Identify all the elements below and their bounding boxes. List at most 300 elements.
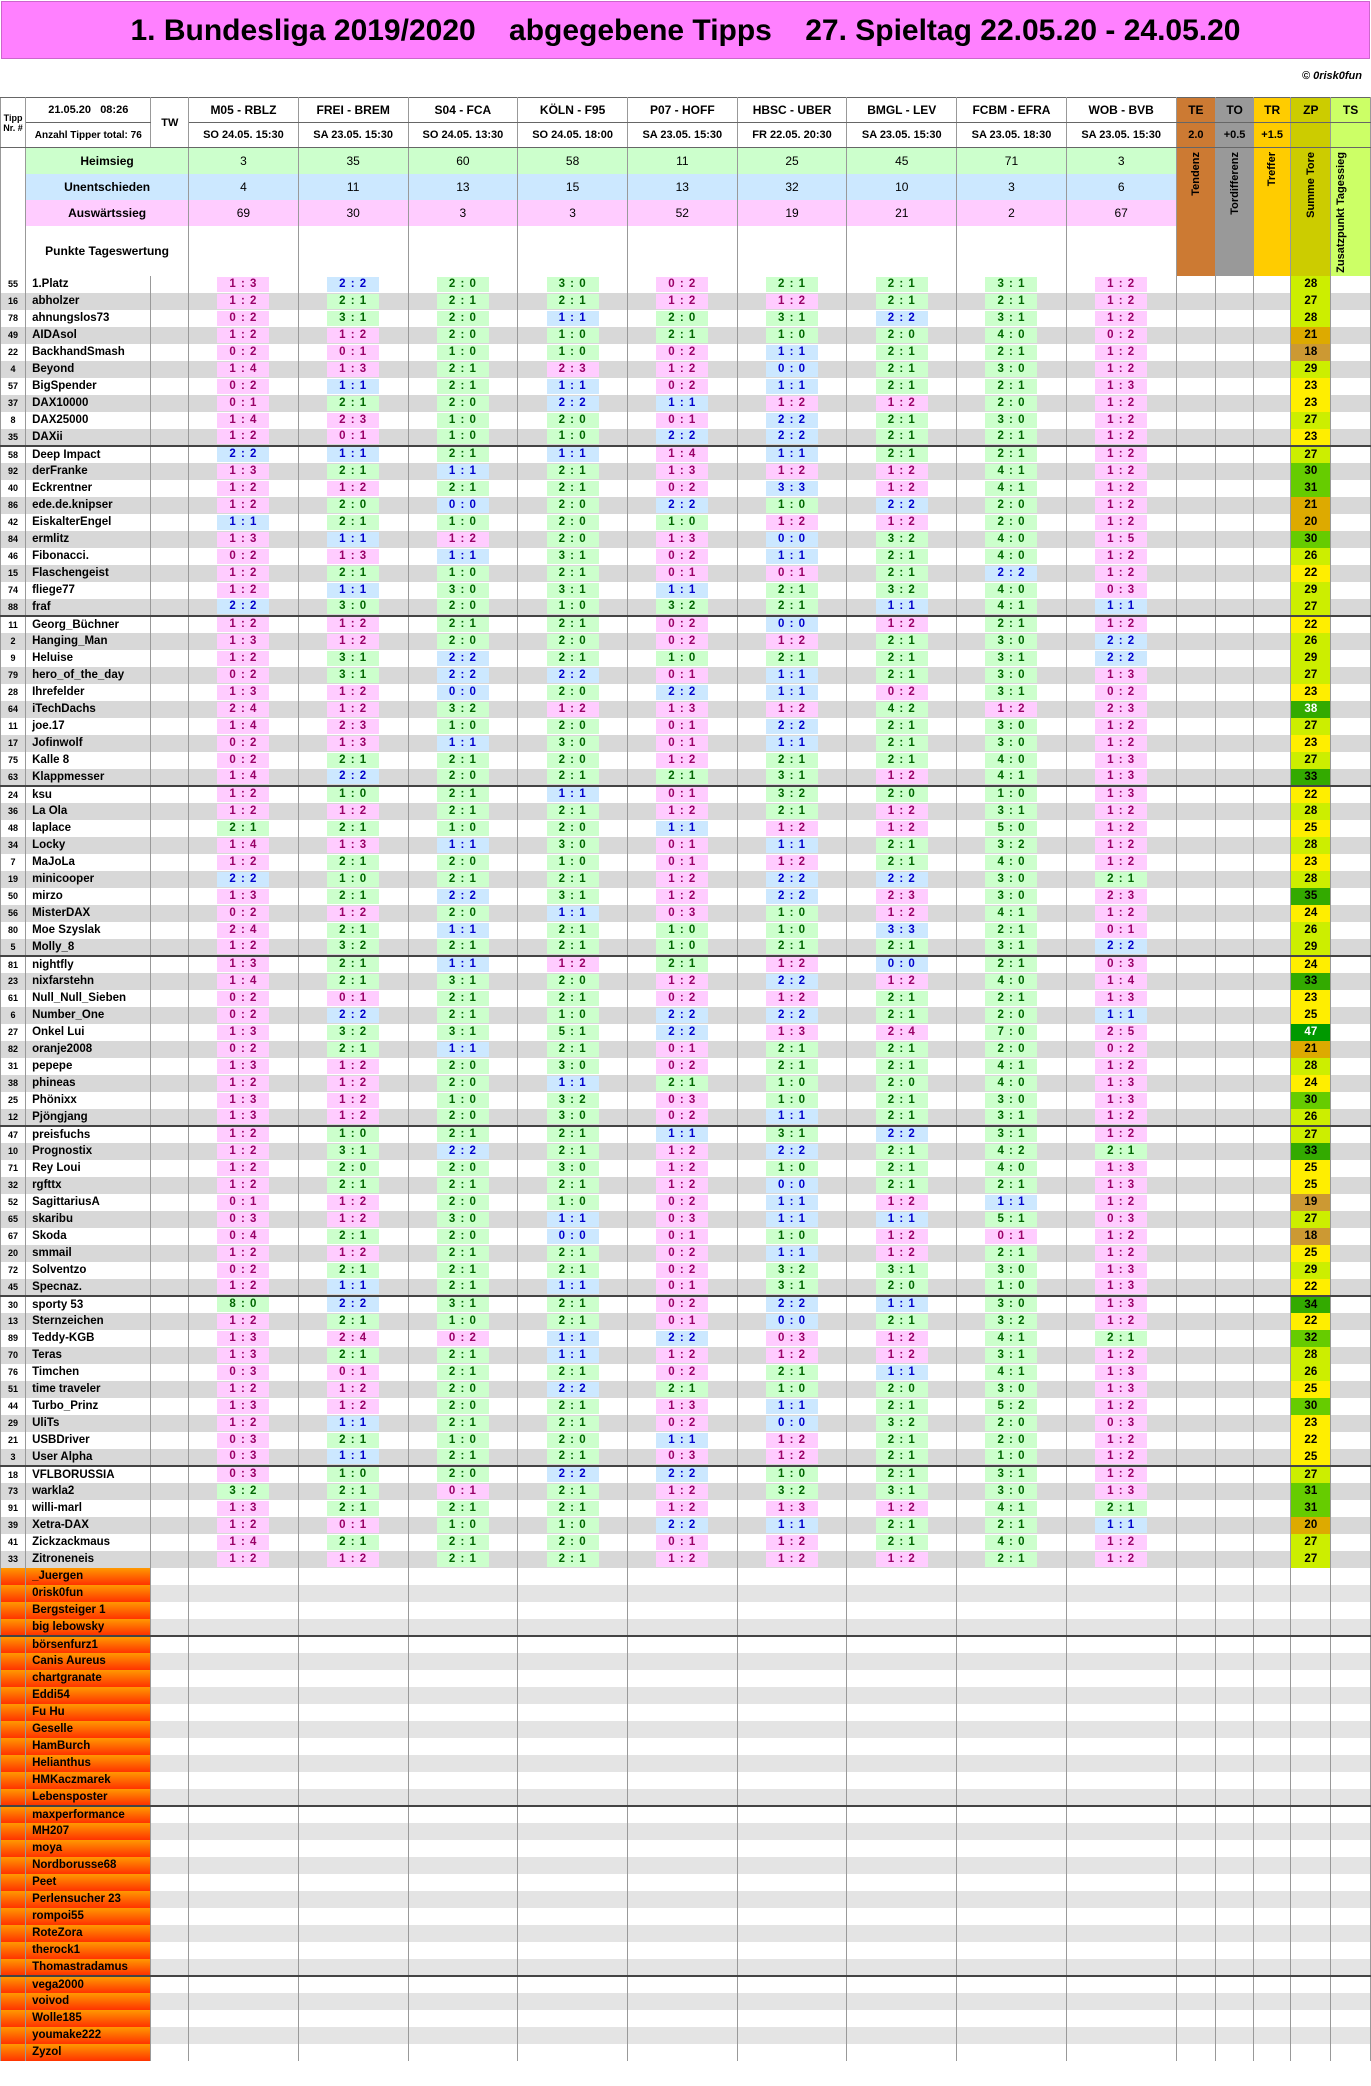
tipp-value: 1 : 0 bbox=[766, 1382, 818, 1397]
score-cell bbox=[1176, 1296, 1216, 1313]
tipp-cell bbox=[1066, 922, 1176, 939]
tipp-value: 1 : 0 bbox=[985, 787, 1037, 802]
tipp-value: 0 : 2 bbox=[217, 906, 269, 921]
empty-cell bbox=[408, 1993, 518, 2010]
score-cell bbox=[1176, 1245, 1216, 1262]
tipp-value: 0 : 1 bbox=[656, 787, 708, 802]
tipp-value: 1 : 2 bbox=[766, 634, 818, 649]
stat-value: 45 bbox=[847, 148, 957, 174]
tipp-value: 1 : 3 bbox=[656, 532, 708, 547]
empty-cell bbox=[1331, 1857, 1371, 1874]
tipp-cell bbox=[189, 1194, 299, 1211]
tipp-cell bbox=[408, 1058, 518, 1075]
tipp-cell bbox=[737, 956, 847, 973]
tipper-name: Nordborusse68 bbox=[26, 1857, 151, 1874]
score-cell bbox=[1216, 1024, 1254, 1041]
tipp-cell bbox=[1066, 1398, 1176, 1415]
missing-row bbox=[1, 1704, 1371, 1721]
empty-cell bbox=[737, 1823, 847, 1840]
tipp-value: 2 : 1 bbox=[547, 617, 599, 632]
tipp-value: 0 : 1 bbox=[327, 429, 379, 444]
tipp-cell bbox=[189, 446, 299, 463]
score-cell bbox=[1216, 786, 1254, 803]
tipp-value: 4 : 0 bbox=[985, 328, 1037, 343]
empty-cell bbox=[1253, 1687, 1291, 1704]
tipp-value: 2 : 1 bbox=[437, 1348, 489, 1363]
tipper-name: voivod bbox=[26, 1993, 151, 2010]
tipp-value: 4 : 0 bbox=[985, 974, 1037, 989]
tipp-nr bbox=[1, 1925, 26, 1942]
tipp-cell bbox=[298, 361, 408, 378]
score-cell bbox=[1216, 650, 1254, 667]
punkte-cell bbox=[189, 226, 299, 276]
tipp-cell bbox=[1066, 429, 1176, 446]
missing-row bbox=[1, 1585, 1371, 1602]
tipp-cell bbox=[189, 939, 299, 956]
empty-cell bbox=[1291, 1840, 1331, 1857]
tipp-value: 1 : 2 bbox=[327, 1076, 379, 1091]
tw-cell bbox=[151, 854, 189, 871]
tipp-cell bbox=[1066, 480, 1176, 497]
tw-cell bbox=[151, 310, 189, 327]
tipp-value: 2 : 1 bbox=[327, 1263, 379, 1278]
stat-value: 71 bbox=[957, 148, 1067, 174]
empty-cell bbox=[1291, 1738, 1331, 1755]
tipp-cell bbox=[408, 463, 518, 480]
score-cell bbox=[1216, 1517, 1254, 1534]
tipp-value: 1 : 2 bbox=[327, 1195, 379, 1210]
tipp-value: 2 : 2 bbox=[327, 277, 379, 292]
table-row bbox=[1, 939, 1371, 956]
tipp-value: 0 : 2 bbox=[1095, 685, 1147, 700]
tipp-cell bbox=[847, 1398, 957, 1415]
empty-cell bbox=[1291, 1585, 1331, 1602]
score-cell bbox=[1253, 922, 1291, 939]
tipp-value: 1 : 1 bbox=[547, 906, 599, 921]
tipp-value: 1 : 2 bbox=[1095, 345, 1147, 360]
empty-cell bbox=[408, 1619, 518, 1636]
tipper-name: vega2000 bbox=[26, 1976, 151, 1993]
stat-value: 19 bbox=[737, 200, 847, 226]
tw-cell bbox=[151, 888, 189, 905]
tipp-value: 3 : 1 bbox=[547, 889, 599, 904]
score-cell bbox=[1253, 1075, 1291, 1092]
zp-points: 24 bbox=[1291, 956, 1331, 973]
ts-cell bbox=[1331, 803, 1371, 820]
empty-cell bbox=[1176, 1942, 1216, 1959]
score-cell bbox=[1216, 1381, 1254, 1398]
tipp-cell bbox=[298, 1279, 408, 1296]
tipp-cell bbox=[408, 1534, 518, 1551]
tipp-value: 2 : 1 bbox=[327, 957, 379, 972]
empty-cell bbox=[1176, 1619, 1216, 1636]
table-row bbox=[1, 514, 1371, 531]
score-cell bbox=[1176, 548, 1216, 565]
tipp-value: 2 : 0 bbox=[437, 311, 489, 326]
tipp-value: 1 : 2 bbox=[1095, 277, 1147, 292]
empty-cell bbox=[408, 1976, 518, 1993]
ts-cell bbox=[1331, 276, 1371, 293]
table-row bbox=[1, 1177, 1371, 1194]
tipp-value: 2 : 0 bbox=[876, 328, 928, 343]
tipp-nr: 3 bbox=[1, 1449, 26, 1466]
tipp-cell bbox=[1066, 1041, 1176, 1058]
tipp-value: 2 : 1 bbox=[876, 939, 928, 954]
empty-cell bbox=[518, 1772, 628, 1789]
empty-cell bbox=[1331, 1874, 1371, 1891]
tipp-value: 1 : 2 bbox=[327, 804, 379, 819]
tipp-value: 1 : 2 bbox=[1095, 838, 1147, 853]
punkte-cell bbox=[627, 226, 737, 276]
tipp-nr: 27 bbox=[1, 1024, 26, 1041]
tipp-value: 0 : 0 bbox=[766, 532, 818, 547]
tipp-cell bbox=[627, 1143, 737, 1160]
score-cell bbox=[1253, 752, 1291, 769]
tipp-value: 0 : 0 bbox=[437, 685, 489, 700]
tipp-value: 4 : 1 bbox=[985, 906, 1037, 921]
tipper-name: Molly_8 bbox=[26, 939, 151, 956]
empty-cell bbox=[518, 1806, 628, 1823]
tipp-nr bbox=[1, 1840, 26, 1857]
tw-cell bbox=[151, 395, 189, 412]
tipp-cell bbox=[957, 735, 1067, 752]
tipp-cell bbox=[189, 1041, 299, 1058]
tipp-cell bbox=[1066, 1551, 1176, 1568]
empty-cell bbox=[1176, 1874, 1216, 1891]
tipp-cell bbox=[1066, 497, 1176, 514]
tipp-value: 1 : 0 bbox=[766, 906, 818, 921]
tipp-cell bbox=[847, 1109, 957, 1126]
tipp-cell bbox=[1066, 412, 1176, 429]
tipp-cell bbox=[847, 1517, 957, 1534]
tipp-value: 1 : 2 bbox=[876, 1246, 928, 1261]
score-cell bbox=[1216, 395, 1254, 412]
tipp-value: 1 : 3 bbox=[217, 1331, 269, 1346]
tipp-value: 1 : 2 bbox=[1095, 447, 1147, 462]
tipp-cell bbox=[189, 1534, 299, 1551]
empty-cell bbox=[151, 2027, 189, 2044]
tipp-cell bbox=[627, 378, 737, 395]
tipp-cell bbox=[189, 1109, 299, 1126]
empty-cell bbox=[847, 1789, 957, 1806]
tipp-value: 2 : 2 bbox=[985, 566, 1037, 581]
zp-points: 26 bbox=[1291, 922, 1331, 939]
empty-cell bbox=[518, 1568, 628, 1585]
tipp-cell bbox=[957, 1483, 1067, 1500]
ts-cell bbox=[1331, 1364, 1371, 1381]
empty-cell bbox=[189, 2027, 299, 2044]
tipp-cell bbox=[518, 701, 628, 718]
table-row bbox=[1, 854, 1371, 871]
tipp-value: 1 : 2 bbox=[217, 855, 269, 870]
empty-cell bbox=[1331, 1942, 1371, 1959]
tipp-value: 0 : 2 bbox=[437, 1331, 489, 1346]
tipper-name: time traveler bbox=[26, 1381, 151, 1398]
tipp-value: 1 : 2 bbox=[1095, 1229, 1147, 1244]
tipp-cell bbox=[847, 395, 957, 412]
tipp-cell bbox=[518, 769, 628, 786]
empty-cell bbox=[957, 1959, 1067, 1976]
tipper-name: big lebowsky bbox=[26, 1619, 151, 1636]
ts-cell bbox=[1331, 1449, 1371, 1466]
punkte-cell bbox=[847, 226, 957, 276]
tipp-cell bbox=[847, 1126, 957, 1143]
zp-value bbox=[1291, 123, 1331, 148]
tipp-cell bbox=[298, 905, 408, 922]
tipp-value: 1 : 2 bbox=[217, 1076, 269, 1091]
empty-cell bbox=[1331, 1823, 1371, 1840]
table-row bbox=[1, 735, 1371, 752]
tipp-value: 1 : 2 bbox=[217, 1144, 269, 1159]
tipp-cell bbox=[408, 412, 518, 429]
tipp-cell bbox=[957, 1313, 1067, 1330]
score-cell bbox=[1176, 939, 1216, 956]
tipp-value: 2 : 2 bbox=[1095, 939, 1147, 954]
tipp-cell bbox=[847, 803, 957, 820]
tipp-cell bbox=[518, 1347, 628, 1364]
stats-label-heim: Heimsieg bbox=[26, 148, 189, 174]
tipper-name: Solventzo bbox=[26, 1262, 151, 1279]
tipp-value: 3 : 1 bbox=[985, 685, 1037, 700]
tipp-cell bbox=[518, 1398, 628, 1415]
empty-cell bbox=[1216, 1789, 1254, 1806]
tipp-nr: 38 bbox=[1, 1075, 26, 1092]
tipp-value: 0 : 3 bbox=[656, 1093, 708, 1108]
tipp-value: 1 : 2 bbox=[656, 1161, 708, 1176]
empty-cell bbox=[737, 1993, 847, 2010]
tipp-value: 1 : 1 bbox=[547, 311, 599, 326]
tipper-name: Georg_Büchner bbox=[26, 616, 151, 633]
score-cell bbox=[1176, 1381, 1216, 1398]
tipp-value: 2 : 0 bbox=[437, 396, 489, 411]
tipp-value: 3 : 0 bbox=[985, 362, 1037, 377]
zp-points: 30 bbox=[1291, 463, 1331, 480]
tipp-value: 2 : 1 bbox=[985, 923, 1037, 938]
tipp-cell bbox=[847, 378, 957, 395]
ts-cell bbox=[1331, 1432, 1371, 1449]
tipp-nr: 82 bbox=[1, 1041, 26, 1058]
match-header: BMGL - LEV bbox=[847, 98, 957, 123]
empty-cell bbox=[1291, 1857, 1331, 1874]
tipp-cell bbox=[627, 361, 737, 378]
tipp-nr bbox=[1, 1993, 26, 2010]
empty-cell bbox=[1253, 1840, 1291, 1857]
empty-cell bbox=[1291, 1636, 1331, 1653]
tipp-value: 3 : 0 bbox=[327, 599, 379, 614]
tipp-cell bbox=[298, 1075, 408, 1092]
tipp-value: 1 : 1 bbox=[656, 821, 708, 836]
tipp-cell bbox=[189, 718, 299, 735]
tipp-cell bbox=[847, 276, 957, 293]
tipp-value: 1 : 2 bbox=[547, 702, 599, 717]
table-row bbox=[1, 1517, 1371, 1534]
tipp-value: 1 : 0 bbox=[327, 787, 379, 802]
ts-cell bbox=[1331, 514, 1371, 531]
empty-cell bbox=[957, 1585, 1067, 1602]
stats-label-ausw: Auswärtssieg bbox=[26, 200, 189, 226]
tipp-value: 1 : 2 bbox=[1095, 464, 1147, 479]
tipp-value: 1 : 2 bbox=[656, 1552, 708, 1567]
tipp-value: 1 : 2 bbox=[217, 1279, 269, 1294]
tipp-nr: 72 bbox=[1, 1262, 26, 1279]
tipp-cell bbox=[1066, 888, 1176, 905]
ts-cell bbox=[1331, 446, 1371, 463]
tipp-value: 2 : 1 bbox=[876, 413, 928, 428]
tipp-cell bbox=[957, 1279, 1067, 1296]
tipp-nr: 89 bbox=[1, 1330, 26, 1347]
empty-cell bbox=[151, 1755, 189, 1772]
score-cell bbox=[1253, 633, 1291, 650]
tipp-cell bbox=[298, 769, 408, 786]
page-title: 1. Bundesliga 2019/2020 abgegebene Tipps 27. Spieltag 22.05.20 - 24.05.20 bbox=[1, 1, 1370, 59]
score-cell bbox=[1253, 803, 1291, 820]
tipp-value: 1 : 2 bbox=[1095, 294, 1147, 309]
tipp-cell bbox=[737, 1262, 847, 1279]
tipp-value: 0 : 2 bbox=[1095, 328, 1147, 343]
anzahl-label: Anzahl Tipper total: 76 bbox=[26, 123, 151, 148]
tipp-cell bbox=[408, 871, 518, 888]
empty-cell bbox=[518, 1670, 628, 1687]
empty-cell bbox=[189, 1721, 299, 1738]
tipp-cell bbox=[1066, 1007, 1176, 1024]
empty-cell bbox=[1216, 2010, 1254, 2027]
tw-cell bbox=[151, 582, 189, 599]
empty-cell bbox=[151, 1942, 189, 1959]
zp-points: 27 bbox=[1291, 1534, 1331, 1551]
tipp-cell bbox=[298, 1347, 408, 1364]
tipp-cell bbox=[1066, 1347, 1176, 1364]
empty-cell bbox=[847, 1602, 957, 1619]
tipp-cell bbox=[627, 871, 737, 888]
tipp-cell bbox=[627, 276, 737, 293]
tipp-value: 0 : 1 bbox=[327, 991, 379, 1006]
empty-cell bbox=[189, 1755, 299, 1772]
tipp-cell bbox=[408, 310, 518, 327]
tipp-nr: 29 bbox=[1, 1415, 26, 1432]
tipp-cell bbox=[737, 582, 847, 599]
tipp-cell bbox=[518, 888, 628, 905]
tipp-value: 2 : 1 bbox=[985, 1552, 1037, 1567]
tipp-cell bbox=[408, 616, 518, 633]
zp-points: 23 bbox=[1291, 854, 1331, 871]
tipp-nr: 28 bbox=[1, 684, 26, 701]
tipp-cell bbox=[298, 701, 408, 718]
tipp-nr: 58 bbox=[1, 446, 26, 463]
tw-cell bbox=[151, 1126, 189, 1143]
tipp-value: 1 : 0 bbox=[766, 1093, 818, 1108]
tipp-cell bbox=[518, 548, 628, 565]
tipp-value: 1 : 2 bbox=[1095, 719, 1147, 734]
tipp-cell bbox=[298, 667, 408, 684]
empty-cell bbox=[627, 1959, 737, 1976]
tipp-value: 1 : 2 bbox=[1095, 481, 1147, 496]
tipp-value: 2 : 0 bbox=[656, 311, 708, 326]
zp-points: 27 bbox=[1291, 718, 1331, 735]
tipp-cell bbox=[1066, 769, 1176, 786]
ts-cell bbox=[1331, 1211, 1371, 1228]
tipp-value: 1 : 2 bbox=[876, 769, 928, 784]
tipp-value: 1 : 1 bbox=[547, 1348, 599, 1363]
table-row bbox=[1, 786, 1371, 803]
tipper-name: nightfly bbox=[26, 956, 151, 973]
tw-cell bbox=[151, 1177, 189, 1194]
empty-cell bbox=[627, 1585, 737, 1602]
tipp-cell bbox=[737, 1381, 847, 1398]
tipp-value: 1 : 0 bbox=[547, 1008, 599, 1023]
tipp-value: 1 : 2 bbox=[876, 1229, 928, 1244]
tipp-value: 2 : 2 bbox=[876, 311, 928, 326]
score-cell bbox=[1253, 1228, 1291, 1245]
tipp-value: 1 : 2 bbox=[217, 498, 269, 513]
score-cell bbox=[1176, 1262, 1216, 1279]
empty-cell bbox=[1176, 1840, 1216, 1857]
empty-cell bbox=[847, 1585, 957, 1602]
empty-cell bbox=[627, 1670, 737, 1687]
empty-cell bbox=[627, 1721, 737, 1738]
tipp-value: 2 : 1 bbox=[327, 1484, 379, 1499]
tipp-value: 2 : 0 bbox=[547, 719, 599, 734]
empty-cell bbox=[1216, 1670, 1254, 1687]
tipp-cell bbox=[189, 1024, 299, 1041]
tipp-cell bbox=[408, 1007, 518, 1024]
tw-cell bbox=[151, 1517, 189, 1534]
tipp-value: 1 : 1 bbox=[217, 515, 269, 530]
tw-cell bbox=[151, 497, 189, 514]
score-cell bbox=[1216, 1432, 1254, 1449]
tipp-cell bbox=[847, 480, 957, 497]
match-date: SA 23.05. 15:30 bbox=[1066, 123, 1176, 148]
empty-cell bbox=[151, 1653, 189, 1670]
tipp-value: 2 : 1 bbox=[876, 447, 928, 462]
tipper-name: Onkel Lui bbox=[26, 1024, 151, 1041]
stat-value: 3 bbox=[518, 200, 628, 226]
tipp-value: 1 : 1 bbox=[437, 838, 489, 853]
tipp-value: 1 : 0 bbox=[327, 1127, 379, 1142]
stat-value: 3 bbox=[408, 200, 518, 226]
tipp-value: 1 : 2 bbox=[217, 787, 269, 802]
ts-cell bbox=[1331, 973, 1371, 990]
score-cell bbox=[1216, 1211, 1254, 1228]
tipps-table bbox=[0, 97, 1371, 2061]
tipp-value: 0 : 3 bbox=[1095, 1212, 1147, 1227]
stat-value: 60 bbox=[408, 148, 518, 174]
tipp-value: 1 : 2 bbox=[217, 804, 269, 819]
tipper-name: ksu bbox=[26, 786, 151, 803]
score-cell bbox=[1253, 1007, 1291, 1024]
tipp-cell bbox=[1066, 701, 1176, 718]
empty-cell bbox=[518, 1976, 628, 1993]
tipp-cell bbox=[737, 565, 847, 582]
tipp-cell bbox=[518, 565, 628, 582]
score-cell bbox=[1176, 565, 1216, 582]
zp-points: 26 bbox=[1291, 1364, 1331, 1381]
tipper-name: Xetra-DAX bbox=[26, 1517, 151, 1534]
tipp-value: 1 : 1 bbox=[876, 1212, 928, 1227]
empty-cell bbox=[189, 1687, 299, 1704]
score-cell bbox=[1176, 446, 1216, 463]
tipp-cell bbox=[627, 735, 737, 752]
empty-cell bbox=[151, 1789, 189, 1806]
tipp-cell bbox=[408, 973, 518, 990]
ts-cell bbox=[1331, 1041, 1371, 1058]
blank-cell bbox=[1, 148, 26, 276]
tipp-value: 1 : 2 bbox=[876, 617, 928, 632]
tipp-value: 0 : 3 bbox=[217, 1365, 269, 1380]
tipp-value: 5 : 0 bbox=[985, 821, 1037, 836]
empty-cell bbox=[1253, 1568, 1291, 1585]
stats-row-punkte bbox=[1, 226, 1371, 276]
tipp-value: 3 : 0 bbox=[547, 277, 599, 292]
